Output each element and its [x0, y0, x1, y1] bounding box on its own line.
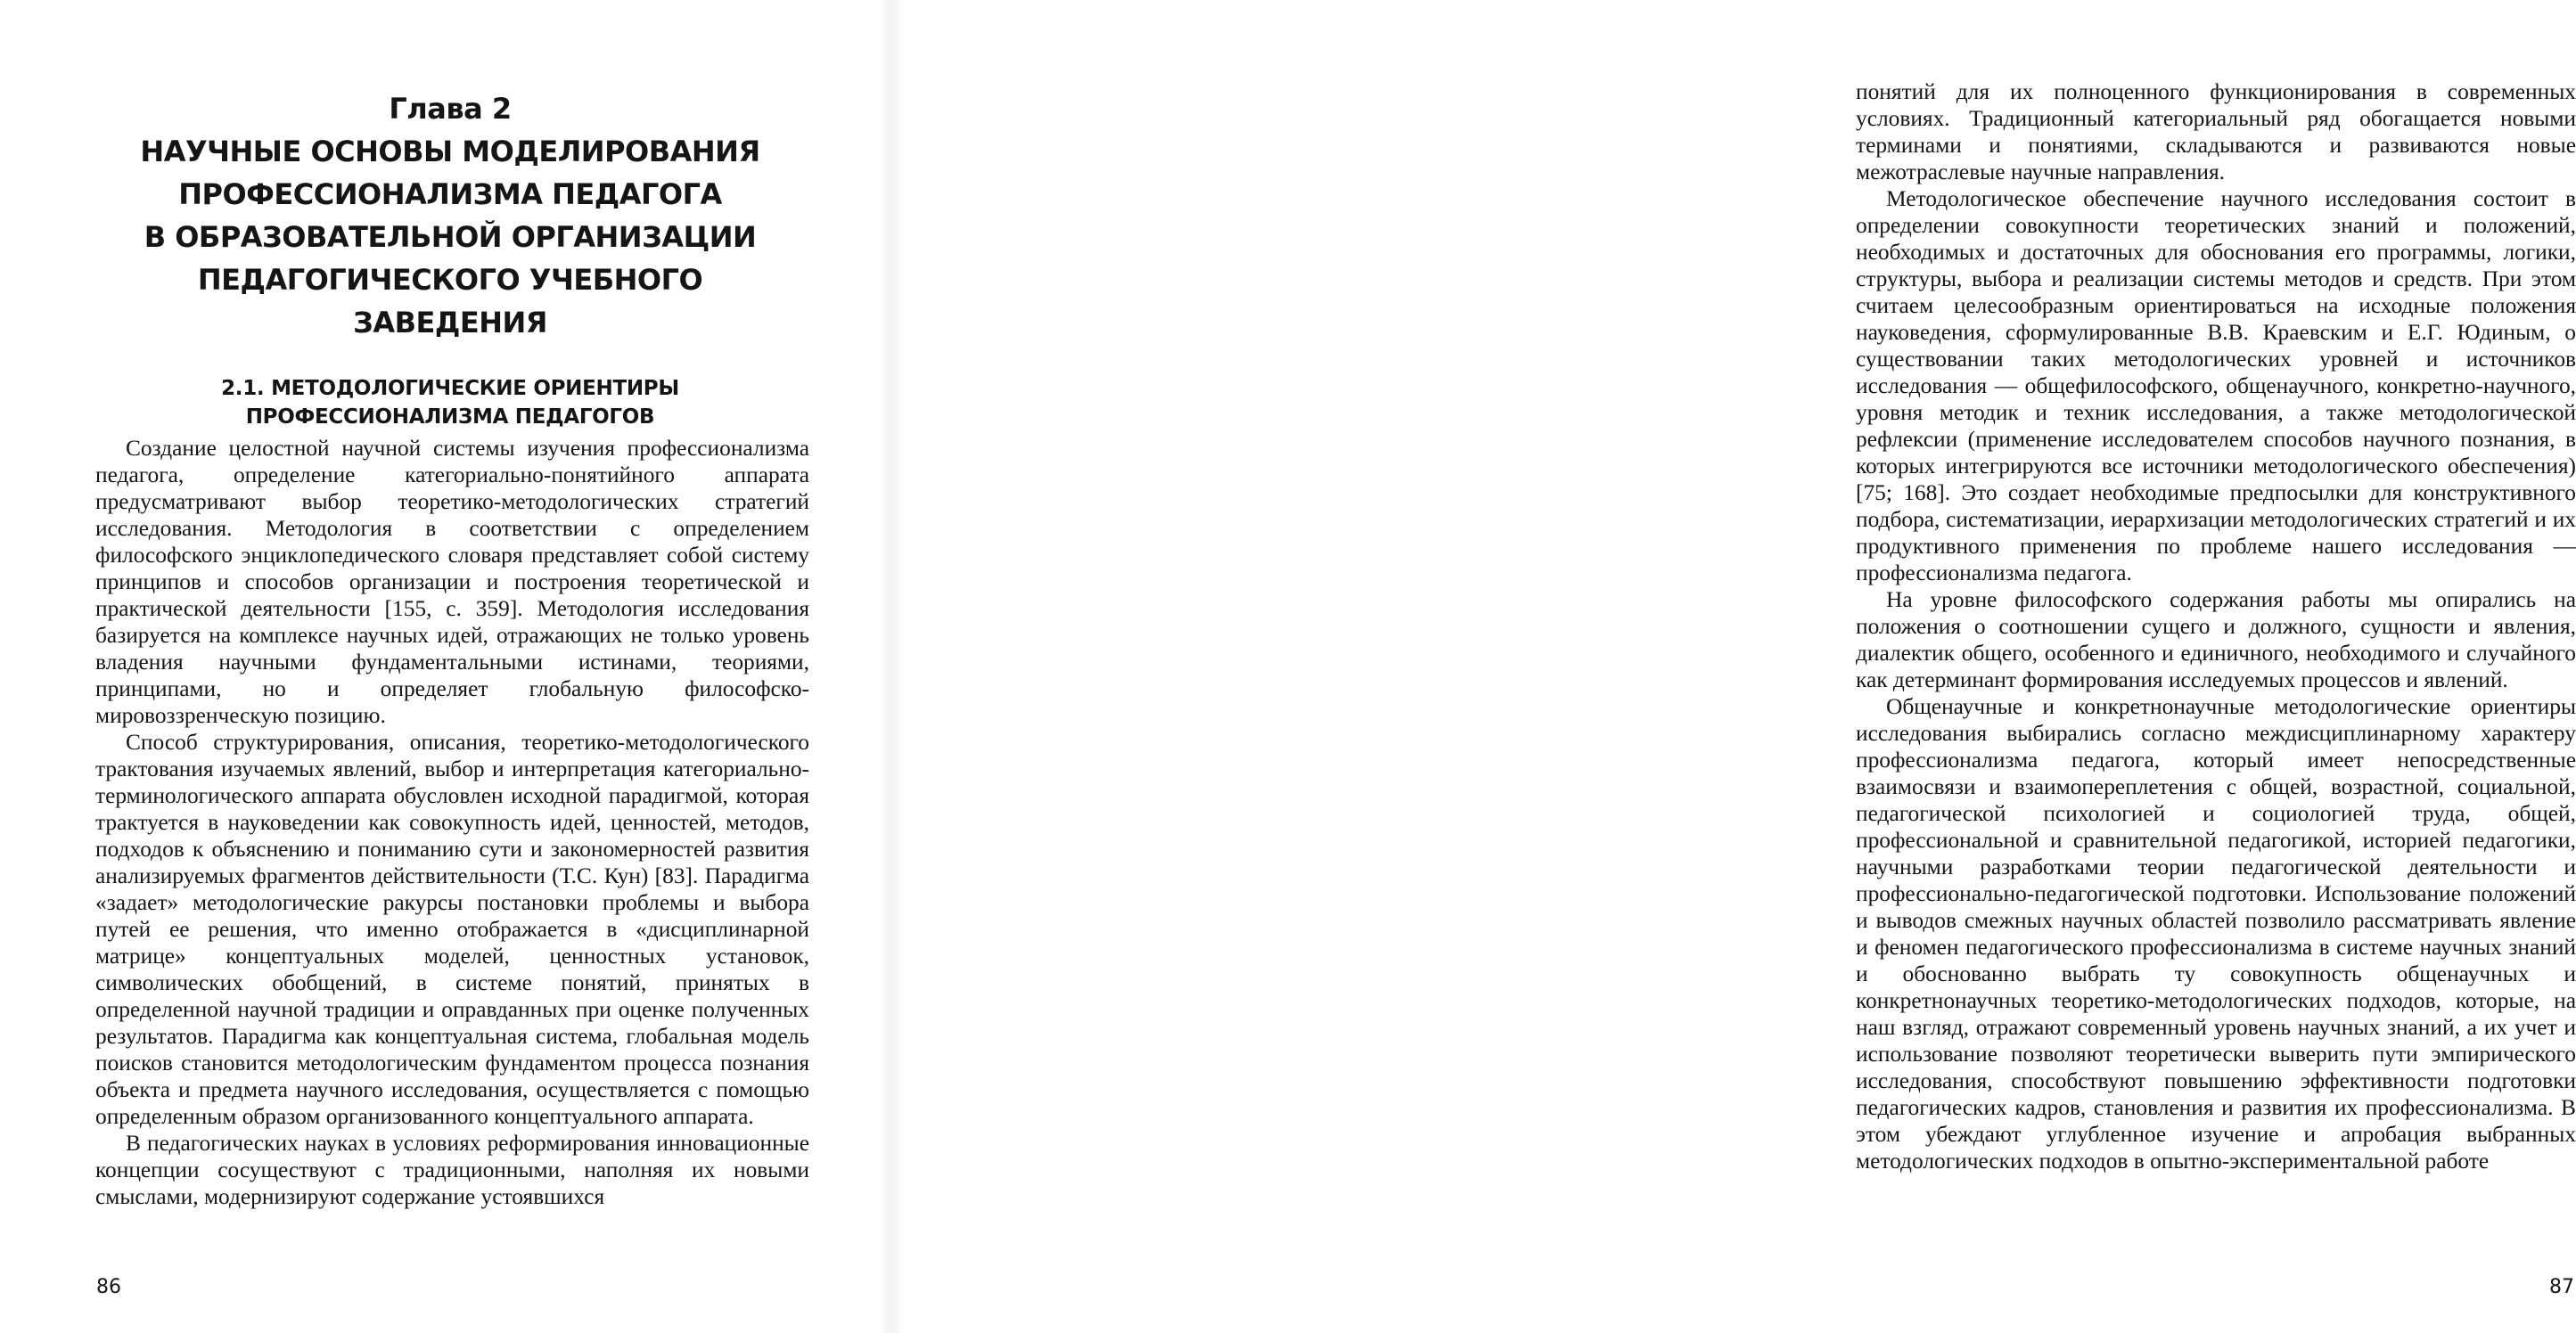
page-number: 86	[96, 1276, 121, 1298]
left-page	[0, 0, 891, 1333]
chapter-title-line: ПЕДАГОГИЧЕСКОГО УЧЕБНОГО ЗАВЕДЕНИЯ	[197, 263, 703, 339]
section-title-line: ПРОФЕССИОНАЛИЗМА ПЕДАГОГОВ	[245, 405, 655, 429]
chapter-label: Глава 2	[389, 92, 512, 126]
right-page	[891, 0, 2576, 1333]
paragraph: Создание целостной научной системы изучения профессионализма педагога, определение категориально-понятийного аппарата предусматривают выбор теоретико-методологических стратегий исследования. Методология в соответствии с определением философского энциклопедического словаря представляет собой систему принципов и способов организации и построения теоретической и практической деятельности [155, с. 359]. Методология исследования базируется на комплексе научных идей, отражающих не только уровень владения научными фундаментальными истинами, теориями, принципами, но и определяет глобальную философско-мировоззренческую позицию.	[95, 436, 809, 728]
left-body-text	[95, 435, 809, 1210]
page-number: 87	[2549, 1276, 2574, 1298]
section-heading	[134, 374, 767, 431]
chapter-heading	[98, 87, 802, 344]
paragraph: Способ структурирования, описания, теоретико-методологического трактования изучаемых явлений, выбор и интерпретация категориально-терминологического аппарата обусловлен исходной парадигмой, которая трактуется в науковедении как совокупность идей, ценностей, методов, подходов к объяснению и пониманию сути и закономерностей развития анализируемых фрагментов действительности (Т.С. Кун) [83]. Парадигма «задает» методологические ракурсы постановки проблемы и выбора путей ее решения, что именно отображается в «дисциплинарной матрице» концептуальных моделей, ценностных установок, символических обобщений, в системе понятий, принятых в определенной научной традиции и оправданных при оценке полученных результатов. Парадигма как концептуальная система, глобальная модель поисков становится методологическим фундаментом процесса познания объекта и предмета научного исследования, осуществляется с помощью определенным образом организованного концептуального аппарата.	[95, 730, 809, 1129]
paragraph: На уровне философского содержания работы мы опирались на положения о соотношении сущего и должного, сущности и явления, диалектик общего, особенного и единичного, необходимого и случайного как детерминант формирования исследуемых процессов и явлений.	[1856, 587, 2576, 692]
chapter-title-line: ПРОФЕССИОНАЛИЗМА ПЕДАГОГА	[178, 177, 722, 211]
paragraph: понятий для их полноценного функционирования в современных условиях. Традиционный категориальный ряд обогащается новыми терминами и понятиями, складываются и развиваются новые межотраслевые научные направления.	[1856, 79, 2576, 184]
section-title-line: 2.1. МЕТОДОЛОГИЧЕСКИЕ ОРИЕНТИРЫ	[221, 377, 679, 400]
right-body-text	[1856, 78, 2576, 1174]
paragraph: Методологическое обеспечение научного исследования состоит в определении совокупности теоретических знаний и положений, необходимых и достаточных для обоснования его программы, логики, структуры, выбора и реализации системы методов и средств. При этом считаем целесообразным ориентироваться на исходные положения науковедения, сформулированные В.В. Краевским и Е.Г. Юдиным, о существовании таких методологических уровней и источников исследования — общефилософского, общенаучного, конкретно-научного, уровня методик и техник исследования, а также методологической рефлексии (применение исследователем способов научного познания, в которых интегрируются все источники методологического обеспечения) [75; 168]. Это создает необходимые предпосылки для конструктивного подбора, систематизации, иерархизации методологических стратегий и их продуктивного применения по проблеме нашего исследования — профессионализма педагога.	[1856, 186, 2576, 585]
paragraph: В педагогических науках в условиях реформирования инновационные концепции сосуществуют с традиционными, наполняя их новыми смыслами, модернизируют содержание устоявшихся	[95, 1131, 809, 1209]
chapter-title-line: НАУЧНЫЕ ОСНОВЫ МОДЕЛИРОВАНИЯ	[140, 135, 760, 168]
paragraph: Общенаучные и конкретнонаучные методологические ориентиры исследования выбирались согласно междисциплинарному характеру профессионализма педагога, который имеет непосредственные взаимосвязи и взаимопереплетения с общей, возрастной, социальной, педагогической психологией и социологией труда, общей, профессиональной и сравнительной педагогикой, историей педагогики, научными разработками теории педагогической деятельности и профессионально-педагогической подготовки. Использование положений и выводов смежных научных областей позволило рассматривать явление и феномен педагогического профессионализма в системе научных знаний и обоснованно выбрать ту совокупность общенаучных и конкретнонаучных теоретико-методологических подходов, которые, на наш взгляд, отражают современный уровень научных знаний, а их учет и использование позволяют теоретически выверить пути эмпирического исследования, способствуют повышению эффективности подготовки педагогических кадров, становления и развития их профессионализма. В этом убеждают углубленное изучение и апробация выбранных методологических подходов в опытно-экспериментальной работе	[1856, 694, 2576, 1174]
chapter-title-line: В ОБРАЗОВАТЕЛЬНОЙ ОРГАНИЗАЦИИ	[144, 220, 757, 254]
